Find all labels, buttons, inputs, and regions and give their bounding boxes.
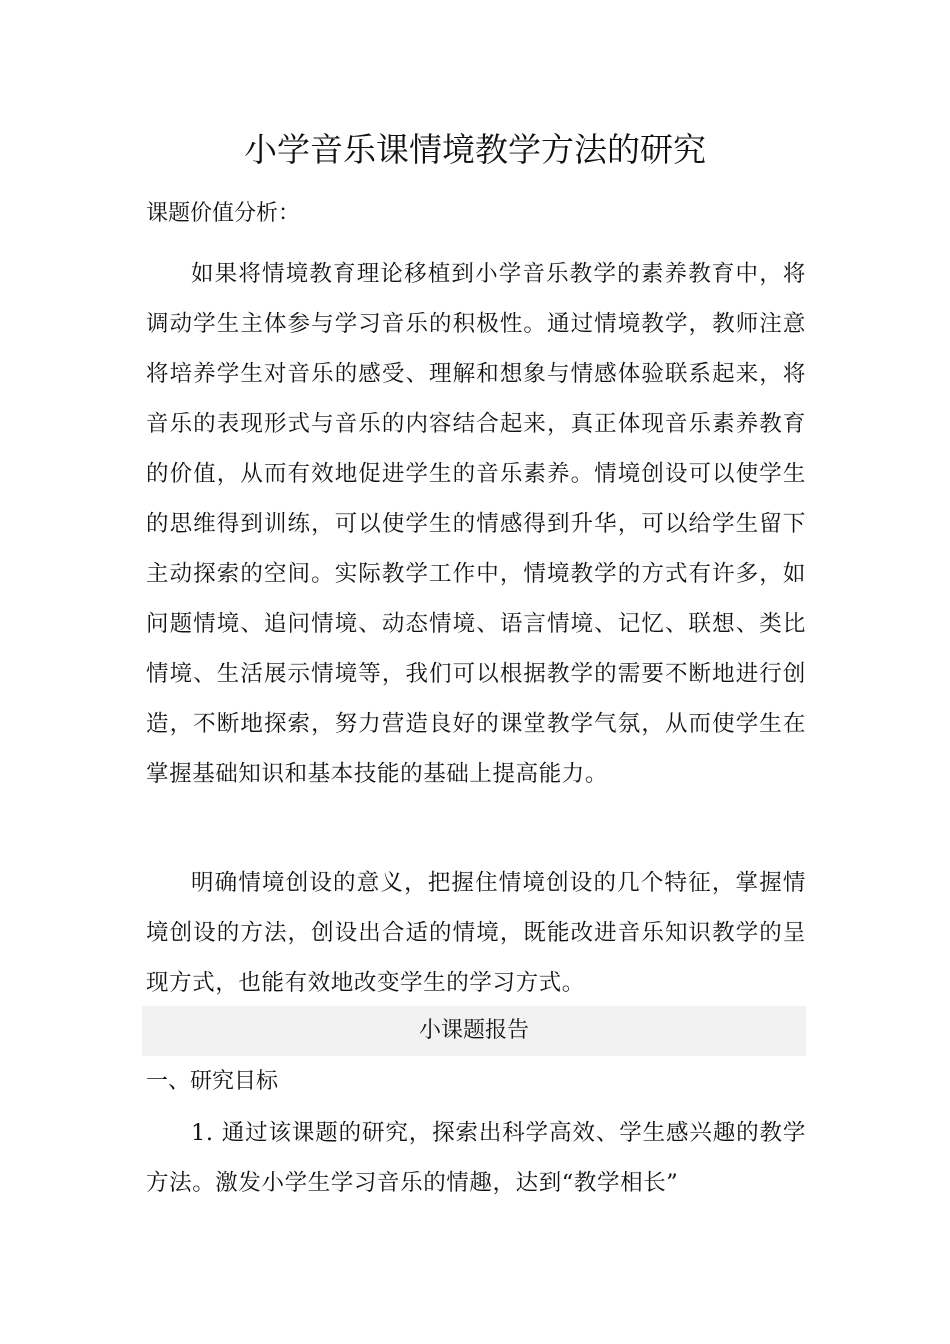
section-heading-research-goals: 一、研究目标 <box>146 1069 279 1094</box>
research-goal-item-1: 1. 通过该课题的研究，探索出科学高效、学生感兴趣的教学方法。激发小学生学习音乐的情趣，达到“教学相长” <box>146 1120 806 1196</box>
section-label-value-analysis: 课题价值分析： <box>146 201 301 226</box>
report-heading-band: 小课题报告 <box>142 1006 806 1056</box>
paragraph-value-analysis: 如果将情境教育理论移植到小学音乐教学的素养教育中，将调动学生主体参与学习音乐的积极性。通过情境教学，教师注意将培养学生对音乐的感受、理解和想象与情感体验联系起来，将音乐的表现形式与音乐的内容结合起来，真正体现音乐素养教育的价值，从而有效地促进学生的音乐素养。情境创设可以使学生的思维得到训练，可以使学生的情感得到升华，可以给学生留下主动探索的空间。实际教学工作中，情境教学的方式有许多，如问题情境、追问情境、动态情境、语言情境、记忆、联想、类比情境、生活展示情境等，我们可以根据教学的需要不断地进行创造，不断地探索，努力营造良好的课堂教学气氛，从而使学生在掌握基础知识和基本技能的基础上提高能力。 <box>146 261 806 787</box>
document-title: 小学音乐课情境教学方法的研究 <box>244 130 706 169</box>
paragraph-significance: 明确情境创设的意义，把握住情境创设的几个特征，掌握情境创设的方法，创设出合适的情境，既能改进音乐知识教学的呈现方式，也能有效地改变学生的学习方式。 <box>146 870 806 996</box>
